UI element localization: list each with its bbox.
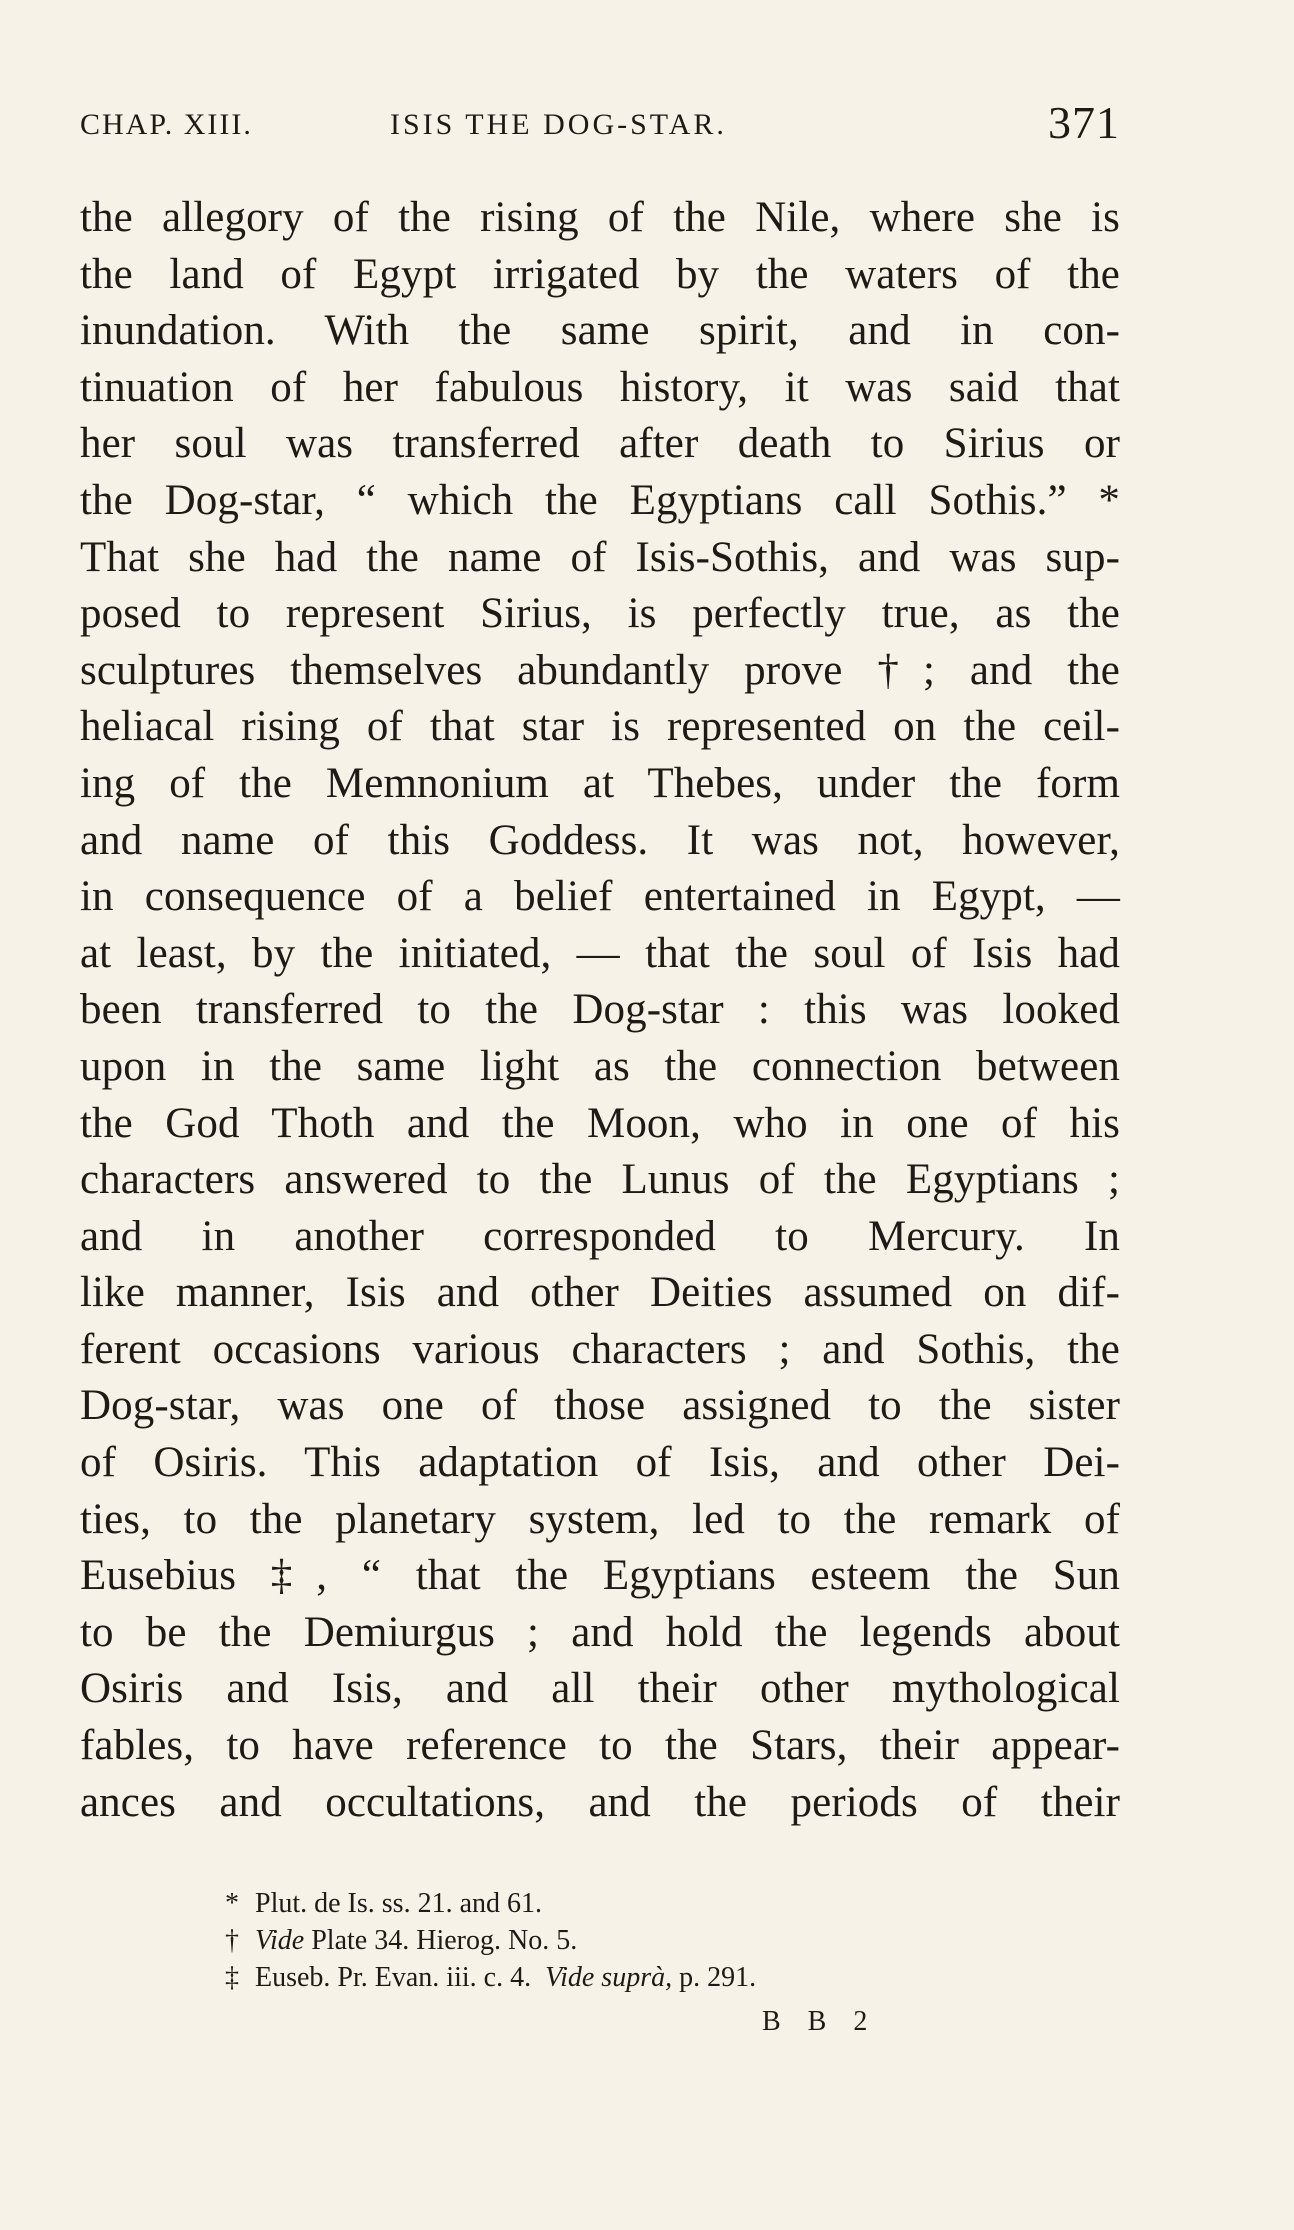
footnote — [225, 1959, 1025, 1996]
text-line: to be the Demiurgus ; and hold the legends about — [80, 1608, 1120, 1656]
text-line: ances and occultations, and the periods of their — [80, 1778, 1120, 1826]
running-head — [80, 97, 1120, 152]
footnote — [225, 1922, 1025, 1959]
text-line: Osiris and Isis, and all their other mythological — [80, 1665, 1120, 1713]
footnote-text-continued: p. 291. — [672, 1962, 757, 1993]
signature-mark: B B 2 — [762, 2006, 878, 2037]
text-line: the land of Egypt irrigated by the waters of the — [80, 250, 1120, 298]
footnote-italic: Vide suprà, — [545, 1962, 673, 1993]
footnote-mark: ‡ — [225, 1962, 239, 1993]
text-line: ing of the Memnonium at Thebes, under the form — [80, 759, 1120, 807]
text-line: ties, to the planetary system, led to the remark of — [80, 1495, 1120, 1543]
footnote-italic: Vide — [255, 1925, 305, 1956]
text-line: upon in the same light as the connection between — [80, 1042, 1120, 1090]
footnote-mark: † — [225, 1925, 239, 1956]
text-line: the God Thoth and the Moon, who in one of his — [80, 1099, 1120, 1147]
text-line: been transferred to the Dog-star : this was looked — [80, 986, 1120, 1034]
footnote-text: Euseb. Pr. Evan. iii. c. 4. — [255, 1962, 546, 1993]
text-line: That she had the name of Isis-Sothis, and was sup- — [80, 533, 1120, 581]
text-line: of Osiris. This adaptation of Isis, and other Dei- — [80, 1439, 1120, 1487]
footnotes — [225, 1885, 1025, 1996]
text-line: like manner, Isis and other Deities assumed on dif- — [80, 1269, 1120, 1317]
body-text — [80, 190, 1120, 1831]
text-line: posed to represent Sirius, is perfectly true, as the — [80, 590, 1120, 638]
text-line: characters answered to the Lunus of the Egyptians ; — [80, 1156, 1120, 1204]
footnote — [225, 1885, 1025, 1922]
text-line: tinuation of her fabulous history, it was said that — [80, 363, 1120, 411]
text-line: the allegory of the rising of the Nile, where she is — [80, 194, 1120, 241]
footnote-text: Plut. de Is. ss. 21. and 61. — [255, 1888, 542, 1919]
text-line: and in another corresponded to Mercury. In — [80, 1212, 1120, 1260]
text-line: Eusebius ‡, “ that the Egyptians esteem the Sun — [80, 1552, 1120, 1600]
page-number: 371 — [1048, 97, 1120, 148]
text-line: heliacal rising of that star is represented on the ceil- — [80, 703, 1120, 751]
text-line: sculptures themselves abundantly prove †; and the — [80, 646, 1120, 694]
footnote-text: Plate 34. Hierog. No. 5. — [304, 1925, 578, 1956]
chapter-label: CHAP. XIII. — [80, 108, 253, 141]
text-line: her soul was transferred after death to Sirius or — [80, 420, 1120, 468]
page-header-title: ISIS THE DOG-STAR. — [390, 108, 727, 141]
text-line: at least, by the initiated, — that the soul of Isis had — [80, 929, 1120, 977]
text-line: ferent occasions various characters ; and Sothis, the — [80, 1325, 1120, 1373]
text-line: Dog-star, was one of those assigned to the sister — [80, 1382, 1120, 1430]
text-line: inundation. With the same spirit, and in con- — [80, 307, 1120, 355]
text-line: in consequence of a belief entertained in Egypt, — — [80, 873, 1120, 921]
text-line: and name of this Goddess. It was not, however, — [80, 816, 1120, 864]
text-line: the Dog-star, “ which the Egyptians call Sothis.” * — [80, 476, 1120, 524]
text-line: fables, to have reference to the Stars, their appear- — [80, 1722, 1120, 1770]
footnote-mark: * — [225, 1888, 239, 1919]
